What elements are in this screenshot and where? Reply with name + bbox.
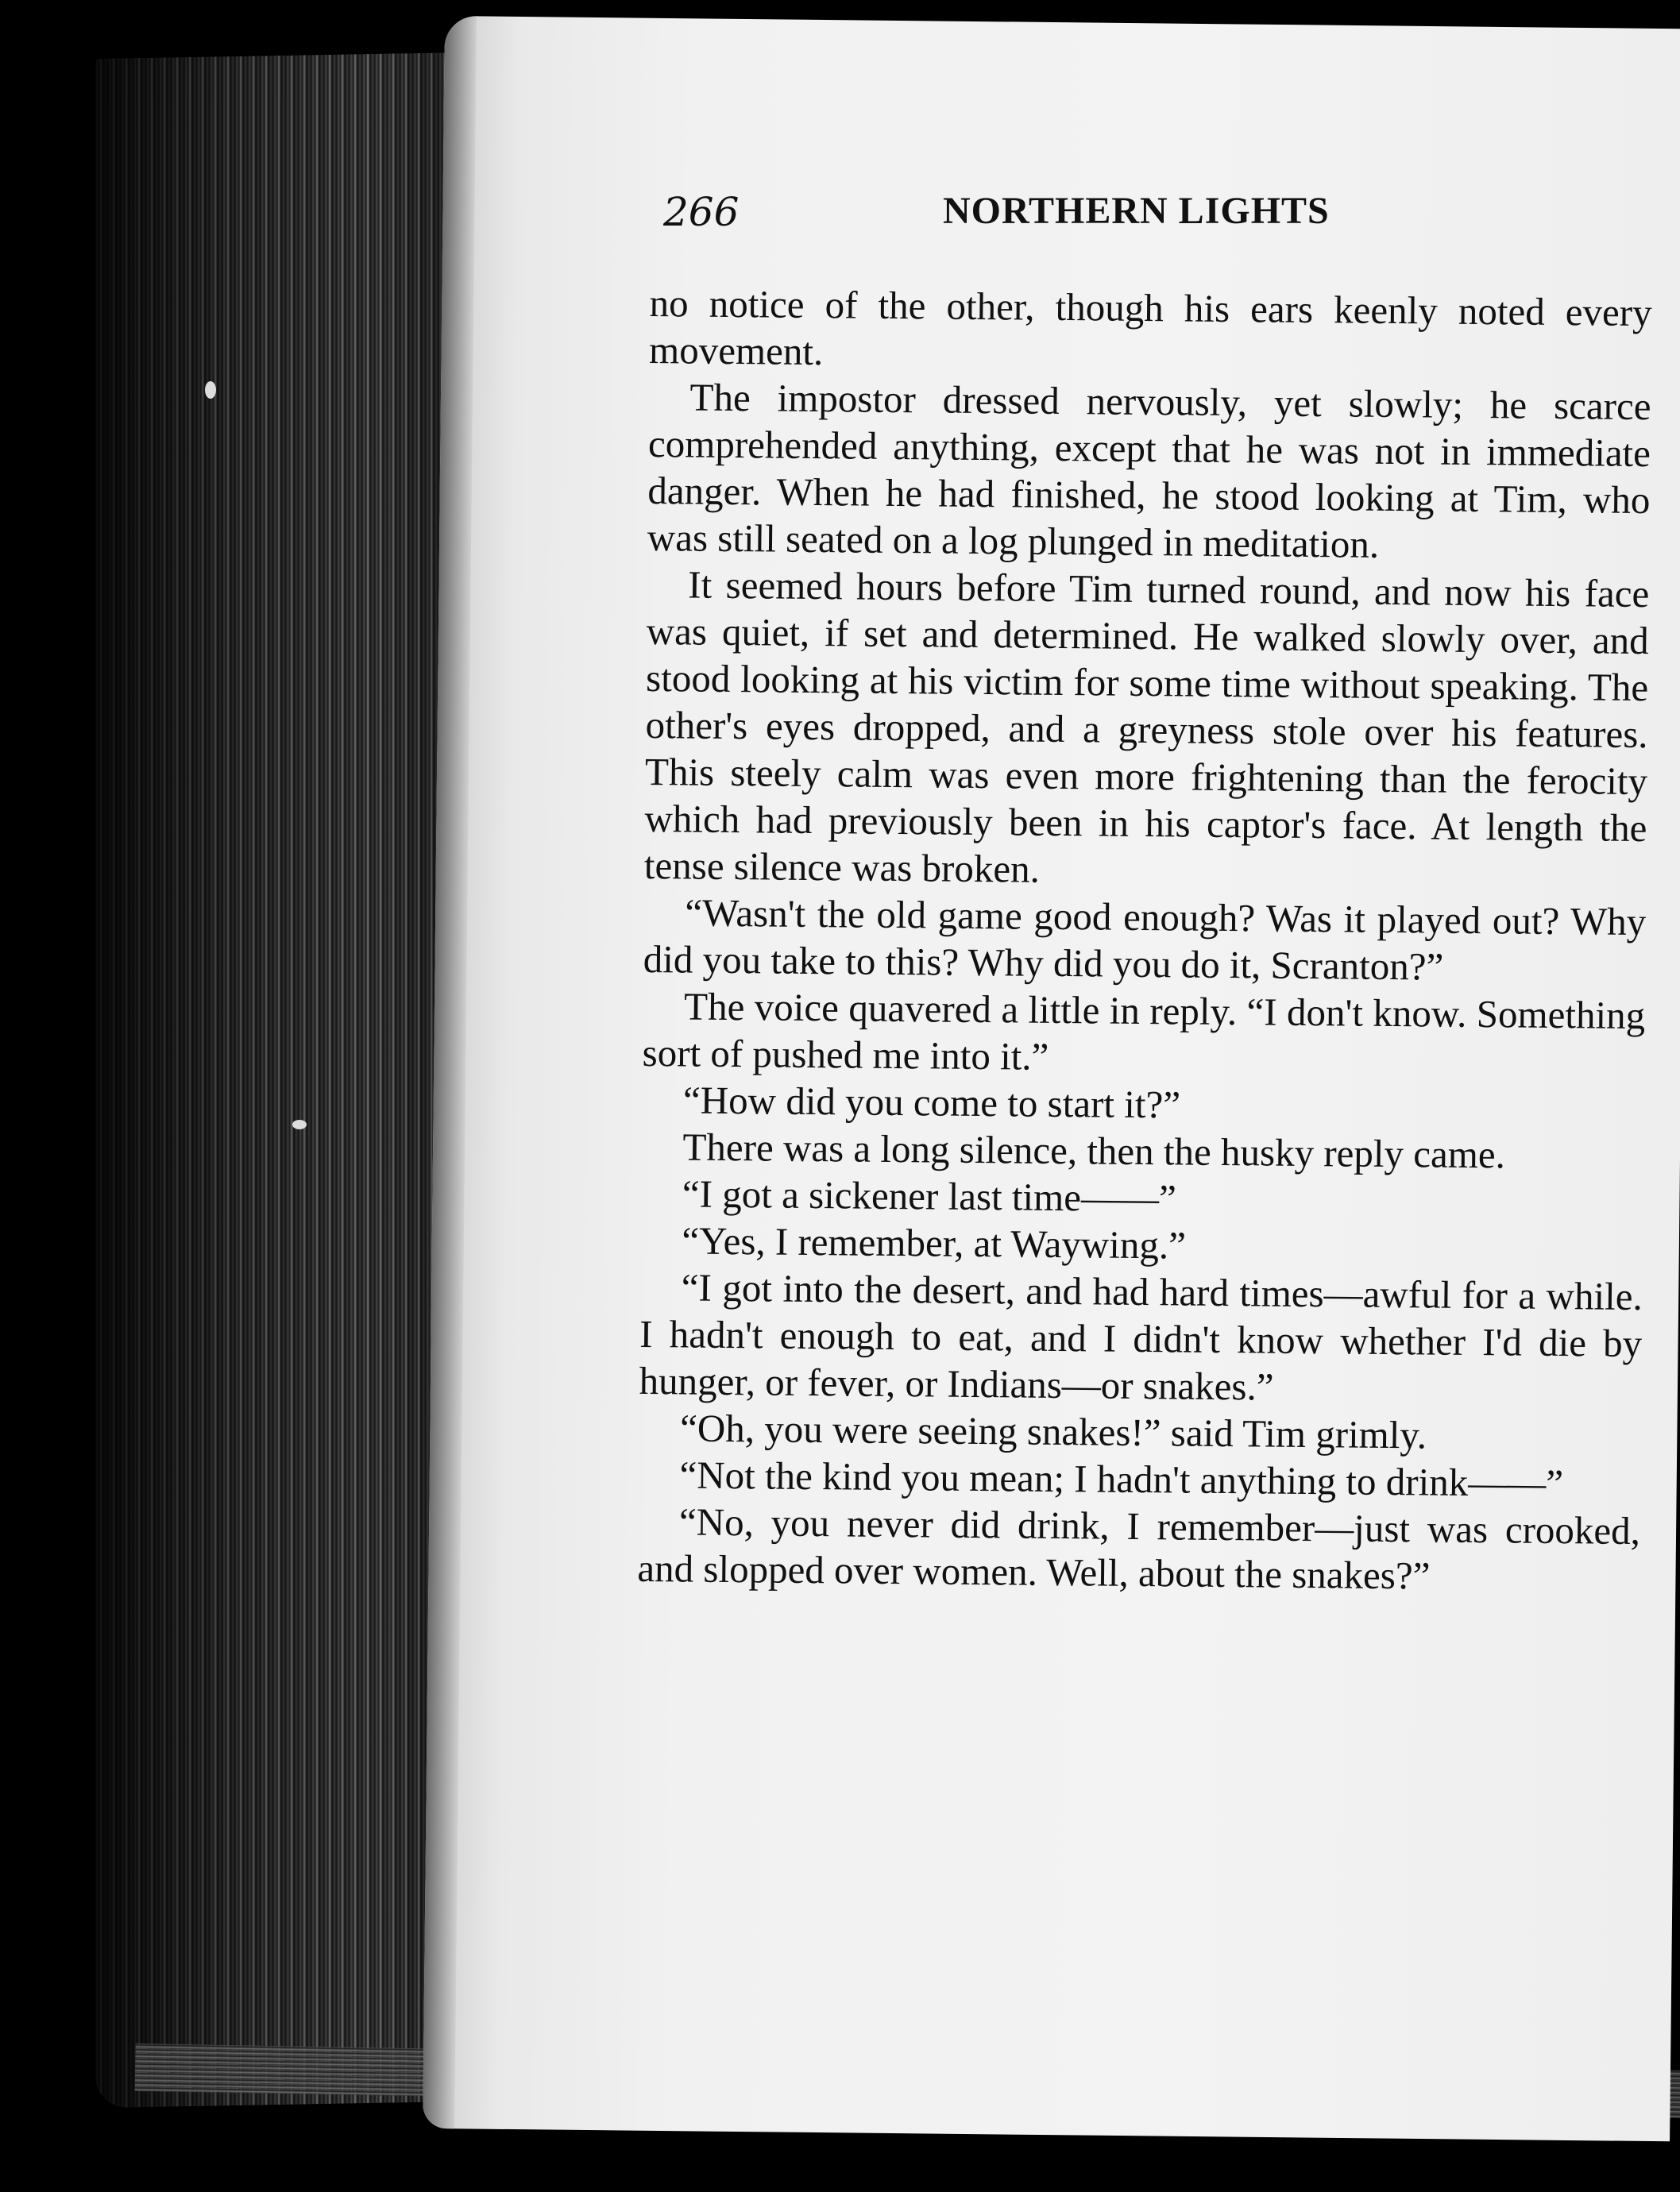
paragraph: The voice quavered a little in reply. “I don't know. Something sort of pushed me into it.” bbox=[642, 984, 1646, 1079]
page-number: 266 bbox=[663, 189, 740, 235]
paragraph: “Wasn't the old game good enough? Was it played out? Why did you take to this? Why did you do it, Scranton?” bbox=[643, 890, 1647, 989]
dust-speck bbox=[205, 381, 216, 399]
paragraph: There was a long silence, then the husky reply came. bbox=[682, 1125, 1506, 1177]
paragraph: “How did you come to start it?” bbox=[682, 1078, 1181, 1127]
paragraph: “Yes, I remember, at Waywing.” bbox=[682, 1218, 1187, 1268]
paragraph: “I got a sickener last time——” bbox=[682, 1171, 1177, 1221]
dust-speck bbox=[292, 1120, 307, 1129]
paragraph: It seemed hours before Tim turned round, and now his face was quiet, if set and determined. He walked slowly over, and stood looking at his victim for some time without speaking. The other's eyes dropped, and a greyness stole over his features. This steely calm was even more frightening than the ferocity which had previously been in his captor's face. At length the tense silence was broken. bbox=[643, 562, 1650, 891]
page-edges-shadow bbox=[95, 52, 469, 2108]
paragraph: no notice of the other, though his ears keenly noted every movement. bbox=[648, 280, 1652, 374]
paragraph: “Oh, you were seeing snakes!” said Tim grimly. bbox=[679, 1406, 1427, 1457]
page-header bbox=[663, 189, 1656, 245]
running-title: NORTHERN LIGHTS bbox=[943, 190, 1330, 232]
page-body bbox=[637, 280, 1652, 1601]
paragraph: “No, you never did drink, I remember—just was crooked, and slopped over women. Well, about the snakes?” bbox=[637, 1499, 1641, 1598]
paragraph: “I got into the desert, and had hard times—awful for a while. I hadn't enough to eat, and I didn't know whether I'd die by hunger, or fever, or Indians—or snakes.” bbox=[639, 1265, 1643, 1409]
paragraph: The impostor dressed nervously, yet slowly; he scarce comprehended anything, except that he was not in immediate danger. When he had finished, he stood looking at Tim, who was still seated on a log plunged in meditation. bbox=[647, 375, 1651, 566]
paragraph: “Not the kind you mean; I hadn't anything to drink——” bbox=[679, 1453, 1564, 1506]
